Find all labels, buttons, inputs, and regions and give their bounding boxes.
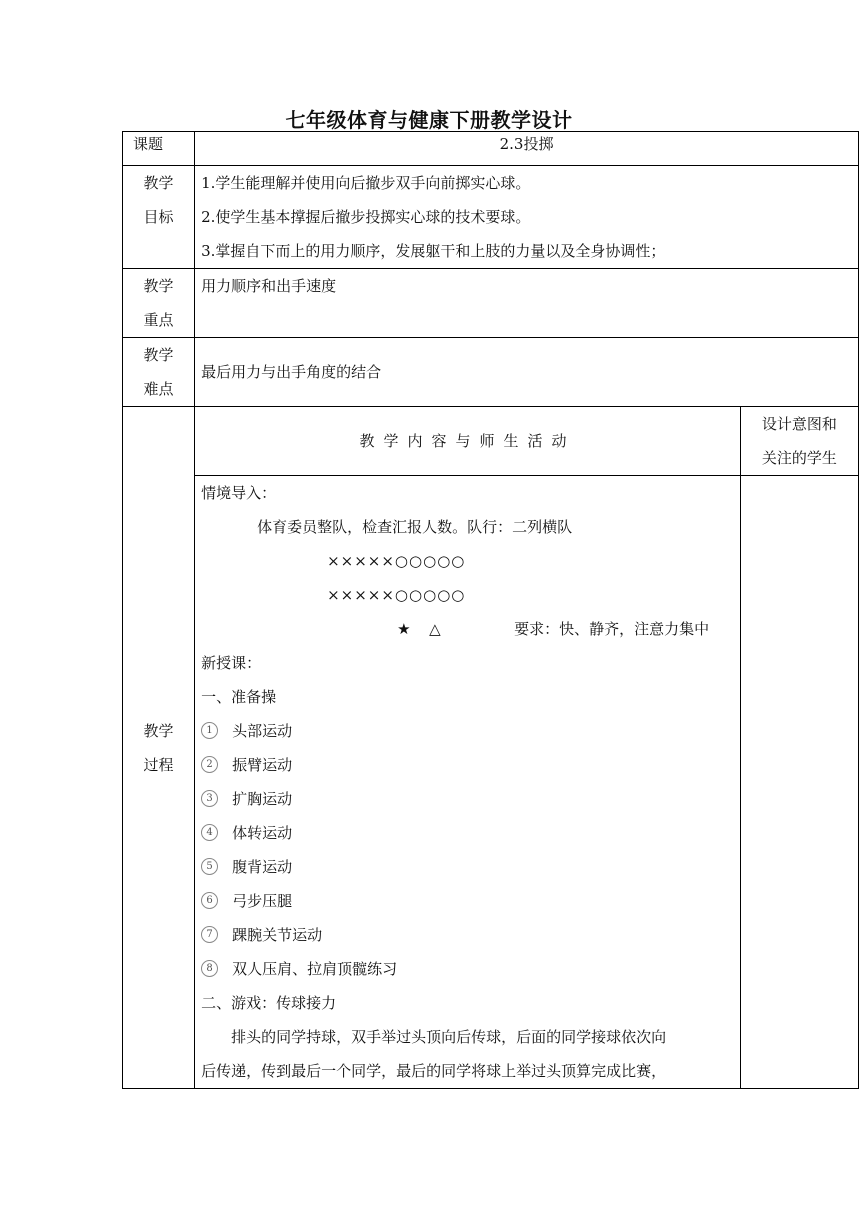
- topic-value: 2.3投掷: [195, 132, 859, 166]
- intro-heading: 情境导入：: [201, 484, 277, 502]
- goal-item: 1.学生能理解并使用向后撤步双手向前掷实心球。: [201, 174, 531, 192]
- difficulty-row: [123, 338, 859, 407]
- process-header-row: [123, 407, 859, 476]
- lesson-plan-table: [122, 131, 859, 1089]
- triangle-icon: △: [429, 620, 441, 638]
- warmup-heading: 一、准备操: [201, 688, 277, 706]
- process-content-row: [123, 476, 859, 1089]
- difficulty-label: 教学 难点: [123, 338, 195, 407]
- circled-number: 5: [201, 858, 218, 875]
- warmup-item: 7 踝腕关节运动: [201, 918, 734, 952]
- teacher-position-row: [201, 612, 734, 646]
- content-header: 教学内容与师生活动: [195, 407, 741, 476]
- intro-line: 体育委员整队，检查汇报人数。队行：二列横队: [257, 518, 573, 536]
- design-header: 设计意图和 关注的学生: [740, 407, 858, 476]
- topic-row: [123, 132, 859, 166]
- warmup-item: 3 扩胸运动: [201, 782, 734, 816]
- circled-number: 3: [201, 790, 218, 807]
- warmup-item: 6 弓步压腿: [201, 884, 734, 918]
- star-icon: ★: [397, 620, 411, 638]
- new-lesson-heading: 新授课：: [201, 654, 262, 672]
- warmup-item: 4 体转运动: [201, 816, 734, 850]
- circled-number: 8: [201, 960, 218, 977]
- warmup-item: 8 双人压肩、拉肩顶髋练习: [201, 952, 734, 986]
- goals-label: 教学 目标: [123, 166, 195, 269]
- design-notes-cell: [740, 476, 858, 1089]
- warmup-item: 2 振臂运动: [201, 748, 734, 782]
- topic-label: 课题: [123, 132, 195, 166]
- goals-row: [123, 166, 859, 269]
- process-label: 教学 过程: [123, 407, 195, 1089]
- requirement-text: 要求：快、静齐，注意力集中: [514, 620, 710, 638]
- circled-number: 4: [201, 824, 218, 841]
- warmup-item: 1 头部运动: [201, 714, 734, 748]
- focus-row: [123, 269, 859, 338]
- difficulty-content: 最后用力与出手角度的结合: [195, 338, 859, 407]
- circled-number: 7: [201, 926, 218, 943]
- warmup-item: 5 腹背运动: [201, 850, 734, 884]
- game-description: 排头的同学持球，双手举过头顶向后传球，后面的同学接球依次向 后传递，传到最后一个同学，最后的同学将球上举过头顶算完成比赛，: [201, 1028, 667, 1080]
- circled-number: 2: [201, 756, 218, 773]
- formation-row: ×××××○○○○○: [327, 586, 466, 604]
- process-content: [195, 476, 741, 1089]
- circled-number: 6: [201, 892, 218, 909]
- document-title: 七年级体育与健康下册教学设计: [285, 108, 573, 132]
- focus-label: 教学 重点: [123, 269, 195, 338]
- formation-row: ×××××○○○○○: [327, 552, 466, 570]
- goal-item: 2.使学生基本撑握后撤步投掷实心球的技术要球。: [201, 208, 531, 226]
- goal-item: 3.掌握自下而上的用力顺序，发展躯干和上肢的力量以及全身协调性；: [201, 242, 666, 260]
- circled-number: 1: [201, 722, 218, 739]
- focus-content: 用力顺序和出手速度: [195, 269, 859, 338]
- game-heading: 二、游戏：传球接力: [201, 994, 337, 1012]
- goals-content: [195, 166, 859, 269]
